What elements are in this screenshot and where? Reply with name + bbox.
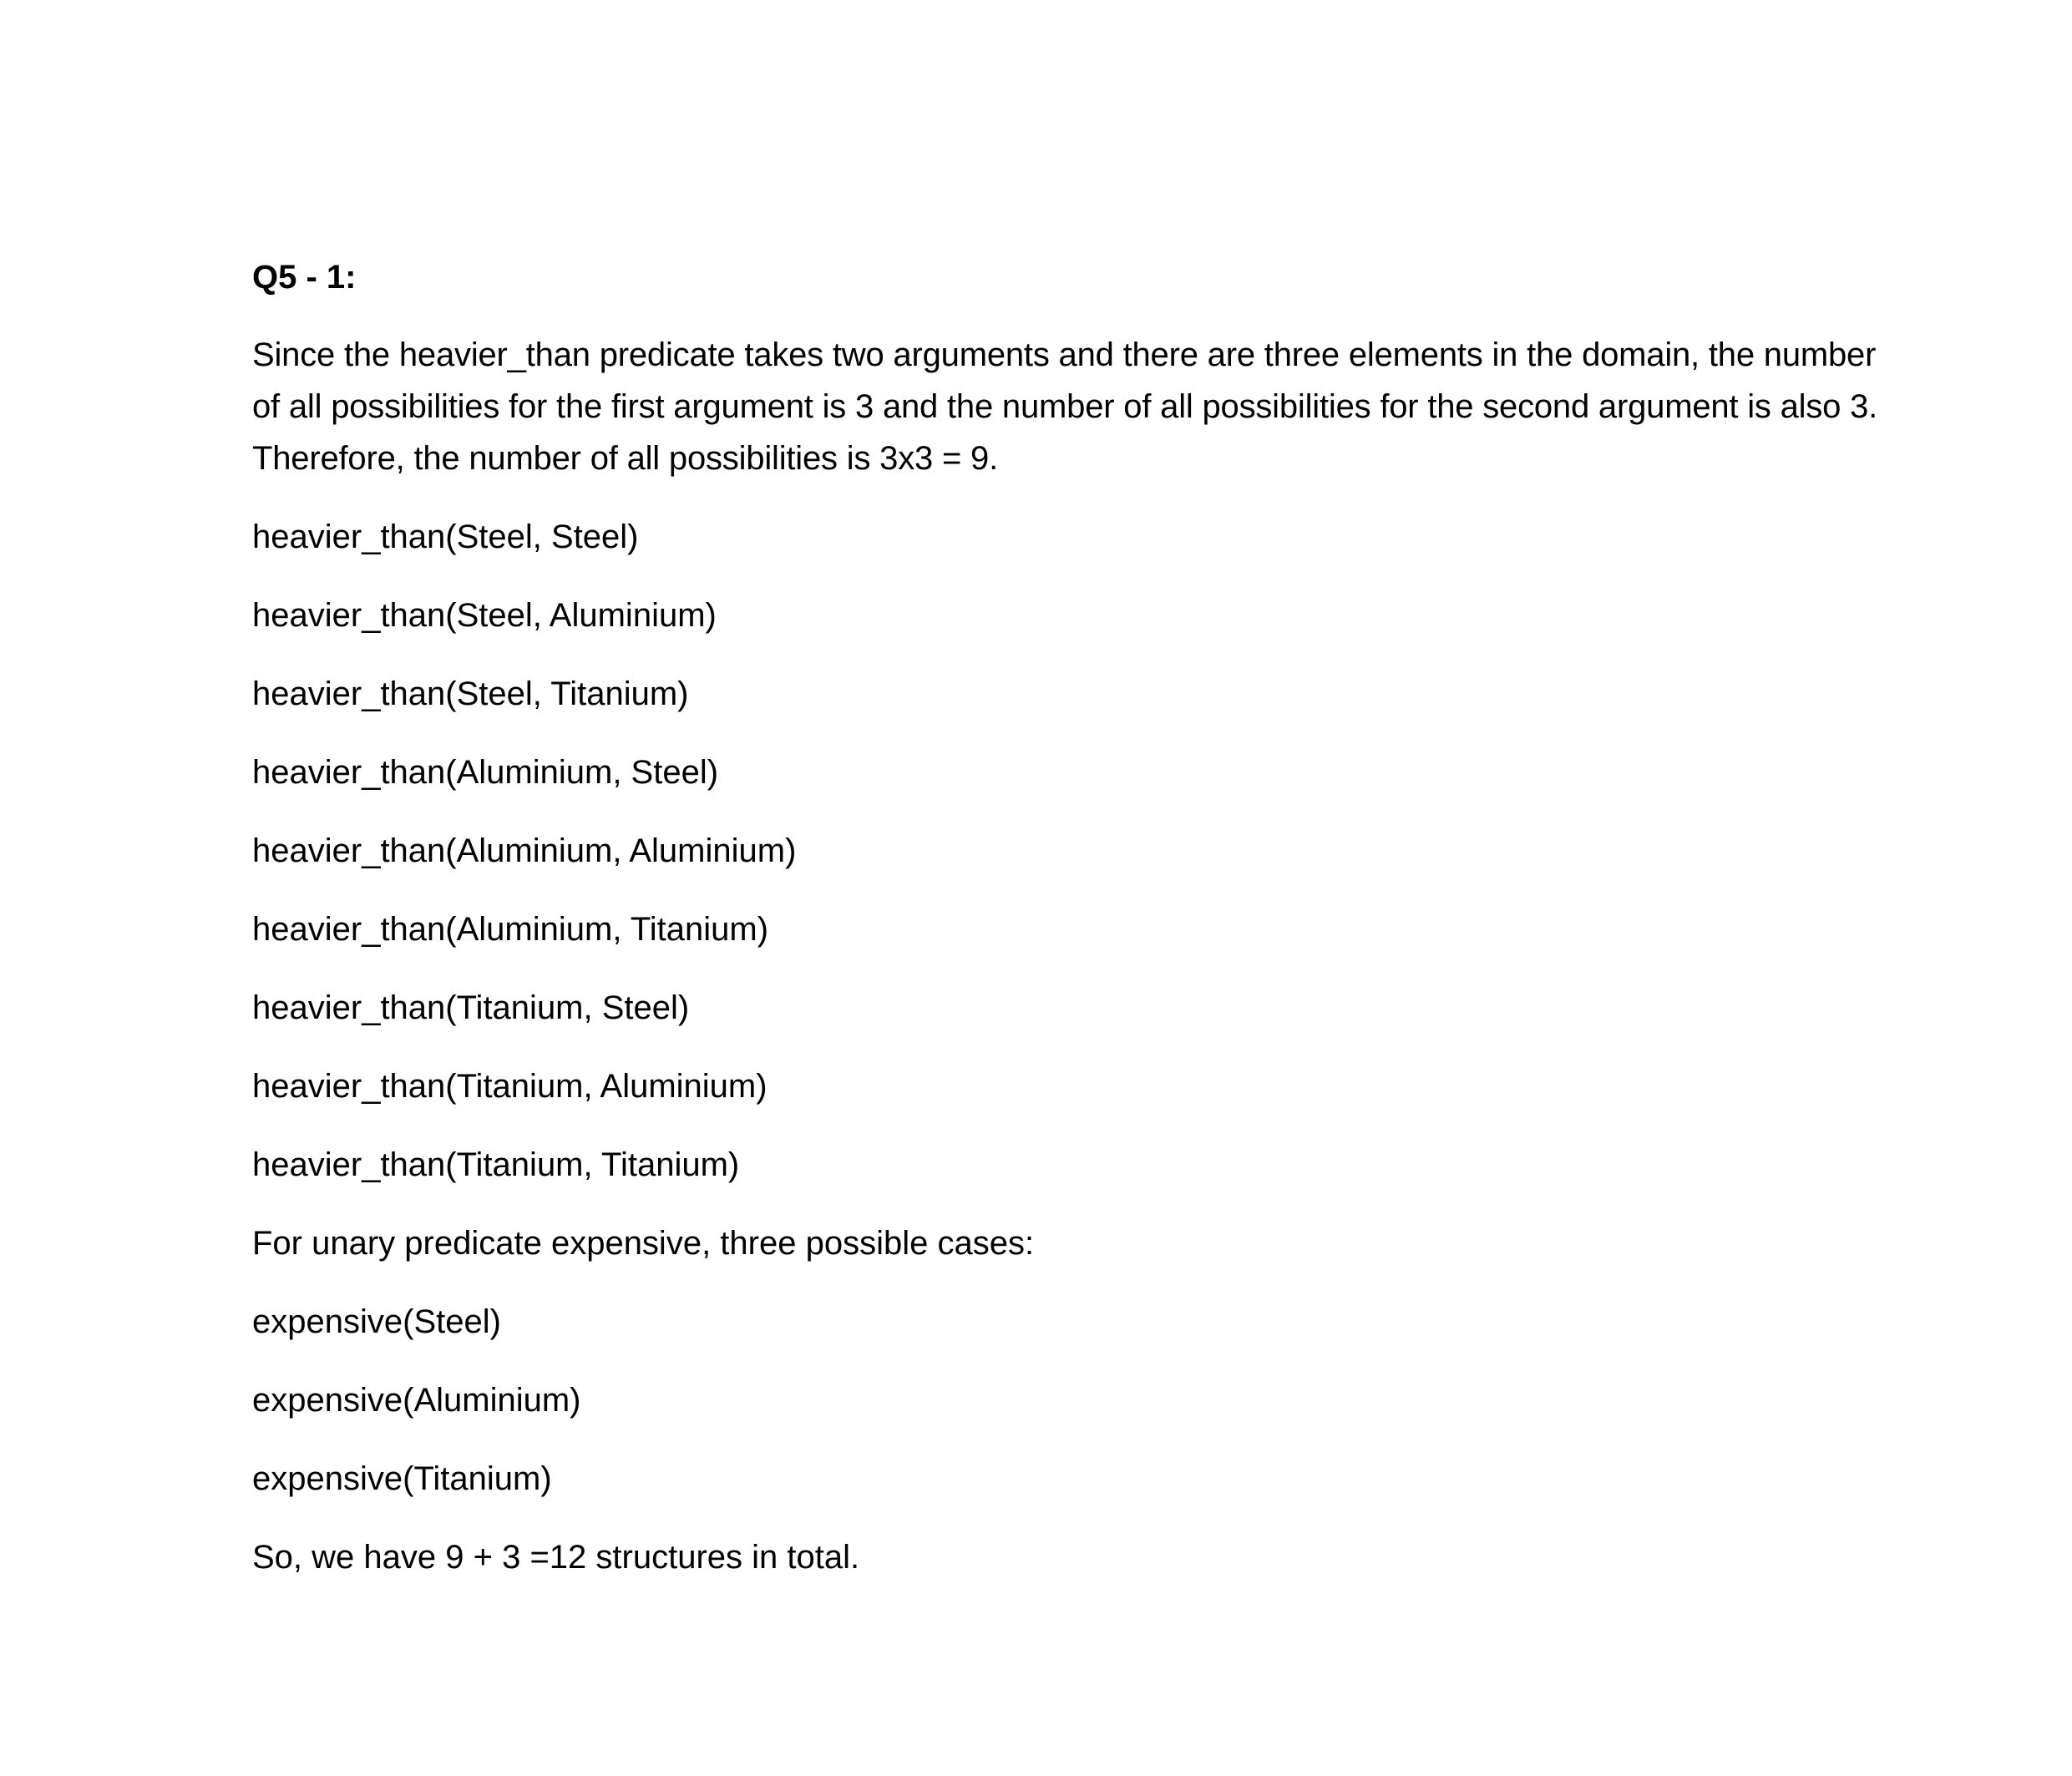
unary-intro: For unary predicate expensive, three possible cases: <box>252 1225 1035 1262</box>
expensive-case: expensive(Titanium) <box>252 1460 552 1497</box>
heavier-than-case: heavier_than(Steel, Aluminium) <box>252 597 717 634</box>
heavier-than-case: heavier_than(Aluminium, Aluminium) <box>252 832 797 869</box>
heavier-than-case: heavier_than(Titanium, Steel) <box>252 989 690 1026</box>
document-page <box>252 250 1889 1610</box>
question-heading: Q5 - 1: <box>252 259 357 296</box>
intro-paragraph: Since the heavier_than predicate takes two arguments and there are three elements in the domain, the number of all possibilities for the first argument is 3 and the number of all possibilities for the second argument is also 3. Therefore, the number of all possibilities is 3x3 = 9. <box>252 336 1878 477</box>
heavier-than-case: heavier_than(Titanium, Aluminium) <box>252 1068 768 1105</box>
conclusion: So, we have 9 + 3 =12 structures in total. <box>252 1539 860 1576</box>
heavier-than-list <box>252 511 1889 1191</box>
expensive-list <box>252 1296 1889 1505</box>
heavier-than-case: heavier_than(Aluminium, Steel) <box>252 754 719 791</box>
expensive-case: expensive(Aluminium) <box>252 1382 581 1419</box>
expensive-case: expensive(Steel) <box>252 1303 501 1340</box>
heavier-than-case: heavier_than(Steel, Titanium) <box>252 675 689 712</box>
heavier-than-case: heavier_than(Steel, Steel) <box>252 519 639 555</box>
heavier-than-case: heavier_than(Titanium, Titanium) <box>252 1146 740 1183</box>
heavier-than-case: heavier_than(Aluminium, Titanium) <box>252 911 769 948</box>
